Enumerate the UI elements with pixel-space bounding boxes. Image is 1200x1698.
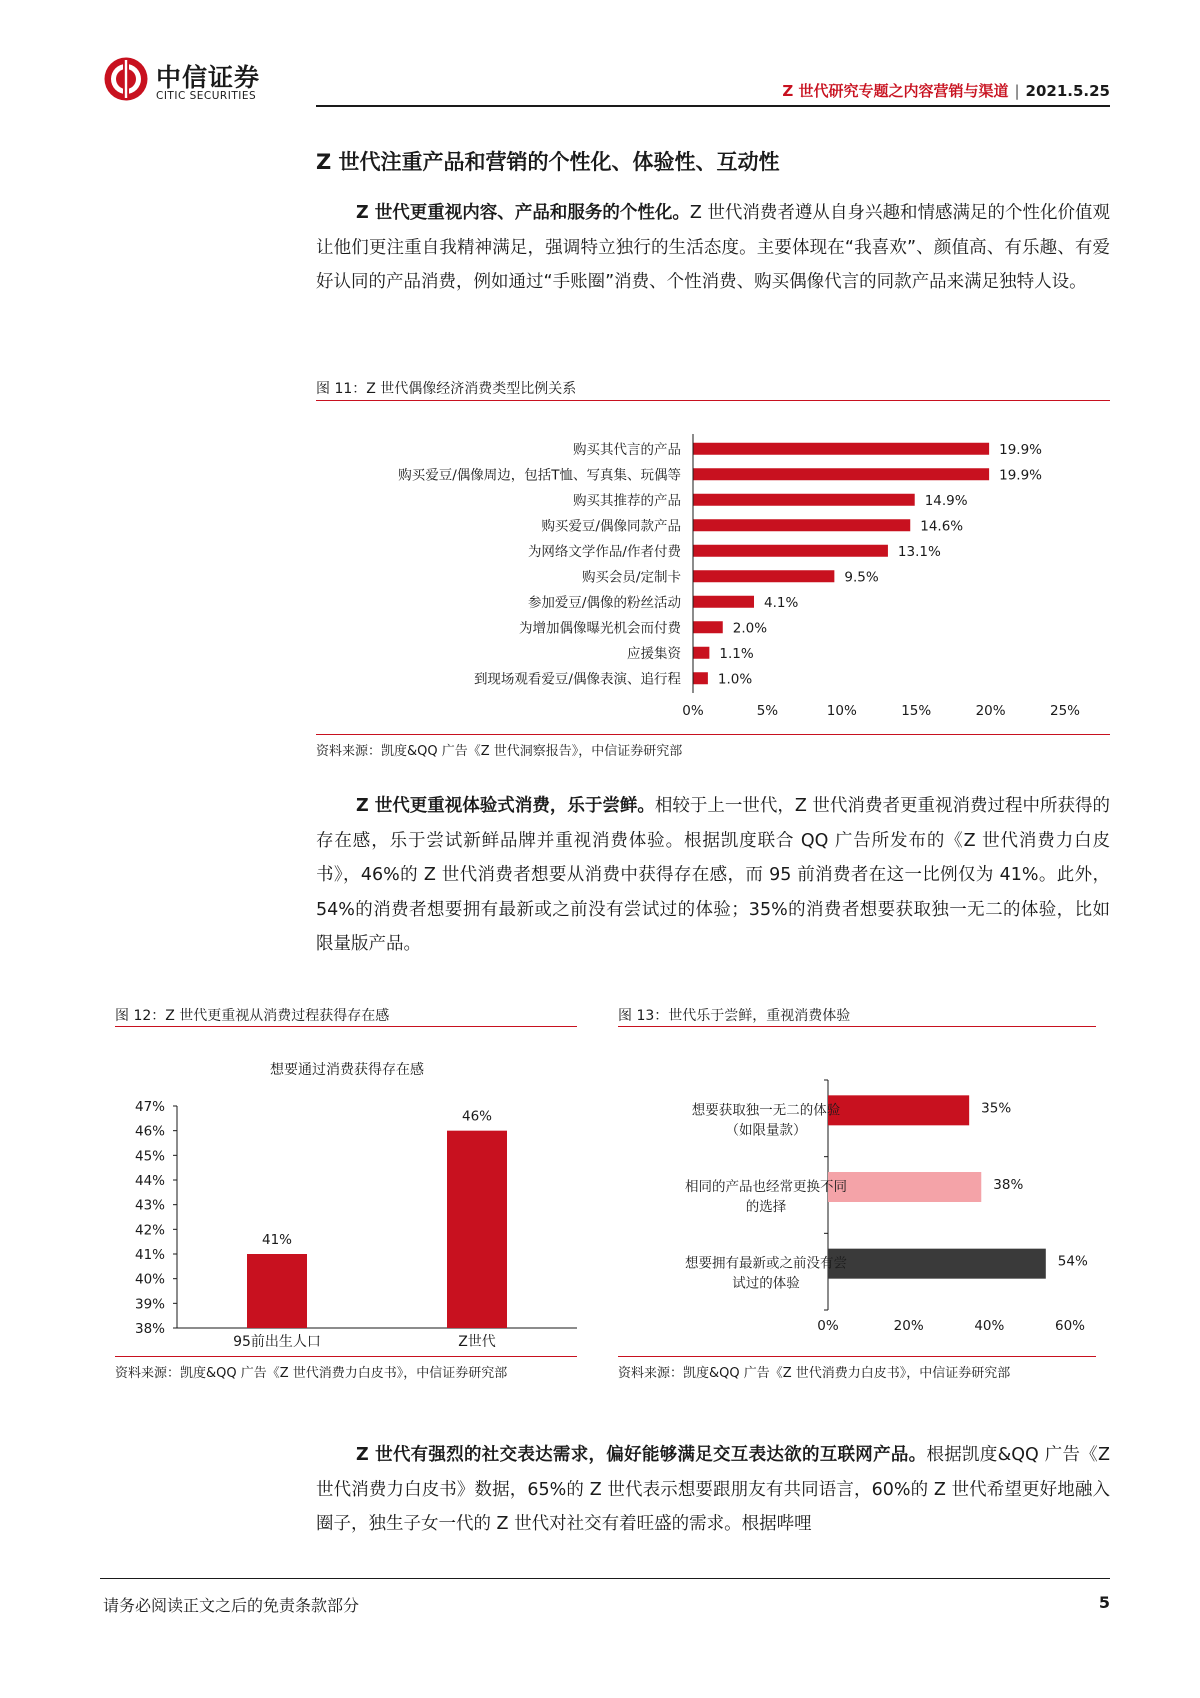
tick-label: 0%: [682, 703, 704, 719]
tick-label: 0%: [817, 1318, 839, 1334]
page-number: 5: [1098, 1593, 1110, 1612]
figure-caption: 图 13：世代乐于尝鲜，重视消费体验: [618, 1008, 851, 1024]
figure-divider: [316, 734, 1110, 735]
figure-divider: [618, 1026, 1096, 1027]
tick-label: 42%: [134, 1222, 165, 1239]
bar: [693, 545, 888, 557]
data-label: 4.1%: [764, 594, 799, 611]
data-label: 14.6%: [920, 518, 964, 535]
data-label: 13.1%: [897, 543, 941, 560]
category-label: 参加爱豆/偶像的粉丝活动: [527, 594, 681, 611]
tick-label: 25%: [1049, 703, 1081, 719]
category-label: 购买会员/定制卡: [581, 569, 681, 586]
tick-label: 44%: [134, 1173, 165, 1189]
figure-source: 资料来源：凯度&QQ 广告《Z 世代消费力白皮书》，中信证券研究部: [115, 1366, 508, 1381]
header-separator: |: [1014, 82, 1020, 100]
tick-label: 5%: [756, 703, 779, 719]
category-label: 到现场观看爱豆/偶像表演、追行程: [473, 671, 681, 688]
chart-title: 想要通过消费获得存在感: [270, 1062, 424, 1078]
category-label: Z世代: [458, 1334, 496, 1350]
fig11-bar-chart: [316, 420, 1110, 726]
tick-label: 41%: [134, 1247, 165, 1263]
paragraph: [316, 1438, 1110, 1542]
tick-label: 47%: [134, 1099, 165, 1115]
data-label: 41%: [261, 1232, 293, 1248]
bar: [828, 1172, 981, 1202]
data-label: 35%: [981, 1100, 1012, 1117]
brand-name-cn: 中信证券: [156, 63, 261, 92]
bar: [693, 672, 708, 684]
category-label: 购买其代言的产品: [573, 441, 681, 458]
category-label: 购买爱豆/偶像周边，包括T恤、写真集、玩偶等: [398, 467, 681, 484]
report-title: Z 世代研究专题之内容营销与渠道: [782, 82, 1009, 100]
category-label: 为网络文学作品/作者付费: [527, 543, 681, 560]
data-label: 19.9%: [999, 467, 1043, 484]
bar: [693, 519, 910, 531]
bar: [693, 621, 723, 633]
paragraph-body: 根据凯度&QQ 广告《Z 世代消费力白皮书》数据，65%的 Z 世代表示想要跟朋友有共同语言，60%的 Z 世代希望更好地融入圈子，独生子女一代的 Z 世代对社交有着旺盛的需求。根据哔哩: [316, 1445, 1111, 1534]
section-title: Z 世代注重产品和营销的个性化、体验性、互动性: [316, 150, 780, 174]
disclaimer-note: 请务必阅读正文之后的免责条款部分: [103, 1596, 360, 1615]
brand-name-en: CITIC SECURITIES: [156, 90, 257, 102]
bar: [828, 1095, 969, 1125]
data-label: 1.1%: [719, 645, 754, 662]
data-label: 14.9%: [924, 492, 968, 509]
tick-label: 38%: [134, 1321, 165, 1337]
tick-label: 15%: [901, 703, 932, 719]
tick-label: 20%: [893, 1318, 924, 1334]
figure-divider: [115, 1026, 577, 1027]
header-divider: [316, 105, 1110, 107]
bar: [693, 468, 989, 480]
data-label: 2.0%: [732, 620, 768, 637]
tick-label: 40%: [974, 1318, 1005, 1334]
data-label: 1.0%: [717, 671, 753, 688]
bar: [447, 1131, 507, 1328]
bar: [693, 647, 709, 659]
figure-divider: [316, 400, 1110, 401]
figure-source: 资料来源：凯度&QQ 广告《Z 世代洞察报告》，中信证券研究部: [316, 744, 683, 759]
tick-label: 10%: [826, 703, 857, 719]
tick-label: 60%: [1054, 1318, 1086, 1334]
bar: [693, 443, 989, 455]
paragraph-lead: Z 世代有强烈的社交表达需求，偏好能够满足交互表达欲的互联网产品。: [356, 1445, 927, 1465]
paragraph-lead: Z 世代更重视内容、产品和服务的个性化。: [356, 203, 690, 223]
category-label-line: 的选择: [745, 1199, 787, 1215]
data-label: 38%: [993, 1177, 1024, 1193]
data-label: 19.9%: [999, 441, 1043, 458]
paragraph: [316, 196, 1110, 300]
bar: [247, 1254, 307, 1328]
figure-source: 资料来源：凯度&QQ 广告《Z 世代消费力白皮书》，中信证券研究部: [618, 1366, 1011, 1381]
tick-label: 39%: [134, 1296, 165, 1313]
tick-label: 45%: [134, 1148, 165, 1165]
figure-divider: [618, 1356, 1096, 1357]
tick-label: 43%: [134, 1197, 165, 1214]
header-meta: [782, 80, 1110, 101]
category-label-line: 想要获取独一无二的体验: [691, 1102, 841, 1119]
tick-label: 46%: [134, 1123, 165, 1140]
category-label: 购买爱豆/偶像同款产品: [541, 518, 681, 535]
tick-label: 20%: [975, 703, 1006, 719]
figure-caption: 图 11：Z 世代偶像经济消费类型比例关系: [316, 381, 577, 397]
fig12-bar-chart: [115, 1040, 577, 1350]
bar: [828, 1249, 1046, 1279]
paragraph-body: Z 世代消费者遵从自身兴趣和情感满足的个性化价值观让他们更注重自我精神满足，强调特立独行的生活态度。主要体现在“我喜欢”、颜值高、有乐趣、有爱好认同的产品消费，例如通过“手账圈”消费、个性消费、购买偶像代言的同款产品来满足独特人设。: [316, 203, 1110, 292]
paragraph-body: 相较于上一世代，Z 世代消费者更重视消费过程中所获得的存在感，乐于尝试新鲜品牌并重视消费体验。根据凯度联合 QQ 广告所发布的《Z 世代消费力白皮书》，46%的 Z 世代消费者想要从消费中获得存在感，而 95 前消费者在这一比例仅为 41%。此外，54%的消费者想要拥有最新或之前没有尝试过的体验；35%的消费者想要获取独一无二的体验，比如限量版产品。: [316, 796, 1110, 954]
category-label: 95前出生人口: [233, 1334, 321, 1350]
data-label: 46%: [461, 1108, 493, 1125]
data-label: 54%: [1057, 1253, 1088, 1270]
category-label: 购买其推荐的产品: [573, 492, 681, 509]
bar: [693, 596, 754, 608]
citic-logo: [103, 56, 149, 102]
figure-divider: [115, 1356, 577, 1357]
category-label-line: 试过的体验: [732, 1275, 800, 1292]
paragraph: [316, 789, 1110, 962]
tick-label: 40%: [134, 1271, 165, 1288]
report-date: 2021.5.25: [1025, 82, 1110, 100]
category-label-line: （如限量款）: [725, 1122, 807, 1139]
figure-caption: 图 12：Z 世代更重视从消费过程获得存在感: [115, 1008, 390, 1024]
category-label: 为增加偶像曝光机会而付费: [519, 620, 681, 637]
bar: [693, 570, 834, 582]
category-label-line: 想要拥有最新或之前没有尝: [685, 1255, 847, 1272]
bar: [693, 494, 915, 506]
data-label: 9.5%: [844, 569, 879, 586]
footer-divider: [100, 1578, 1110, 1579]
paragraph-lead: Z 世代更重视体验式消费，乐于尝鲜。: [356, 796, 655, 816]
category-label: 应援集资: [627, 645, 681, 662]
category-label-line: 相同的产品也经常更换不同: [685, 1179, 847, 1195]
fig13-bar-chart: [618, 1040, 1096, 1350]
